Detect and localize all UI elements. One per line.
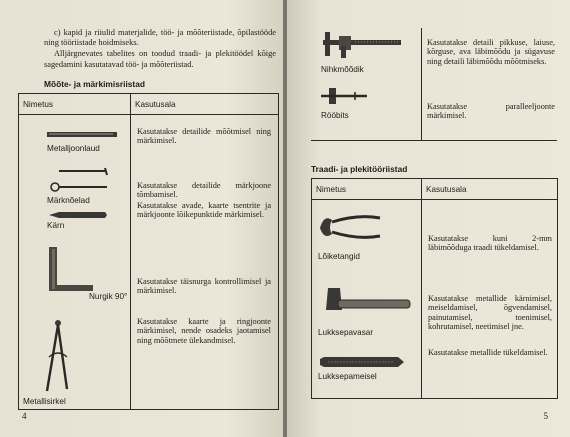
center-punch-icon (49, 211, 109, 219)
right-page (287, 0, 570, 437)
table-row (19, 237, 279, 311)
metal-ruler-icon (47, 131, 117, 139)
row-use: Kasutatakse paralleeljoonte märkimisel. (427, 102, 555, 121)
header-use: Kasutusala (422, 179, 558, 200)
row-name: Kärn (47, 221, 65, 230)
row-name: Märknõelad (47, 196, 90, 205)
table-row (312, 272, 558, 350)
row-name: Lukksepameisel (318, 372, 377, 381)
intro-paragraph-2: Alljärgnevates tabelites on toodud traadi- ja plekitöödel kõige sagedamini kasutatavad töö- ja mõõteriistad. (44, 49, 276, 69)
row-use: Kasutatakse täisnurga kontrollimisel ja märkimisel. (137, 277, 271, 296)
table-row (19, 311, 279, 410)
left-page (0, 0, 284, 437)
page-number-left: 4 (22, 411, 27, 421)
caliper-icon (321, 32, 403, 60)
measuring-tools-table (18, 93, 279, 410)
row-use: Kasutatakse metallide kärnimisel, meiseldamisel, õgvendamisel, painutamisel, toenimisel, kohrutamisel, neetimisel jne. (428, 294, 552, 332)
row-name: Rööbits (321, 111, 349, 120)
row-use: Kasutatakse detaili pikkuse, laiuse, kõrguse, ava läbimõõdu ja sügavuse ning detaili läbimõõdu mõõtmiseks. (427, 38, 555, 66)
row-use: Kasutatakse metallide tükeldamisel. (428, 348, 548, 357)
square-icon (49, 247, 95, 295)
row-name: Metallisirkel (23, 397, 66, 406)
row-name: Nurgik 90° (89, 292, 128, 301)
table-row (312, 200, 558, 273)
row-name: Nihkmõõdik (321, 65, 364, 74)
row-name: Lukksepavasar (318, 328, 374, 337)
row-use: Kasutatakse detailide mõõtmisel ning märkimisel. (137, 127, 271, 146)
intro-paragraph-1: c) kapid ja riiulid materjalide, töö- ja mõõteriistade, õpilastööde ning tööriistade hoidmiseks. (44, 28, 276, 48)
metal-compass-icon (43, 319, 73, 393)
wire-tools-table (311, 178, 558, 399)
row-divider (311, 140, 557, 141)
row-use: Kasutatakse detailide märkjoone tõmbamisel. (137, 181, 271, 200)
header-name: Nimetus (312, 179, 422, 200)
row-name: Metalljoonlaud (47, 144, 100, 153)
chisel-icon (320, 356, 406, 368)
scriber-icon (49, 167, 109, 193)
row-use: Kasutatakse kuni 2-mm läbimõõduga traadi tükeldamisel. (428, 234, 552, 253)
section-title-wire-tools: Traadi- ja plekitööriistad (311, 164, 408, 174)
row-use: Kasutatakse avade, kaarte tsentrite ja märkjoonte lõikepunktide märkimisel. (137, 201, 271, 220)
hammer-icon (322, 288, 412, 322)
row-name: Lõiketangid (318, 252, 360, 261)
table-row (19, 207, 279, 237)
cutting-pliers-icon (318, 210, 382, 244)
table-row (19, 159, 279, 207)
header-name: Nimetus (19, 94, 131, 115)
marking-gauge-icon (321, 86, 371, 106)
table-row (312, 350, 558, 399)
section-title-measuring: Mõõte- ja märkimisriistad (44, 79, 145, 89)
table-row (19, 115, 279, 160)
page-number-right: 5 (543, 411, 548, 421)
intro-text (44, 28, 276, 71)
column-divider (421, 28, 422, 140)
row-use: Kasutatakse kaarte ja ringjoonte märkimisel, nende osadeks jaotamisel ning mõõtmete ülekandmisel. (137, 317, 271, 345)
header-use: Kasutusala (131, 94, 279, 115)
